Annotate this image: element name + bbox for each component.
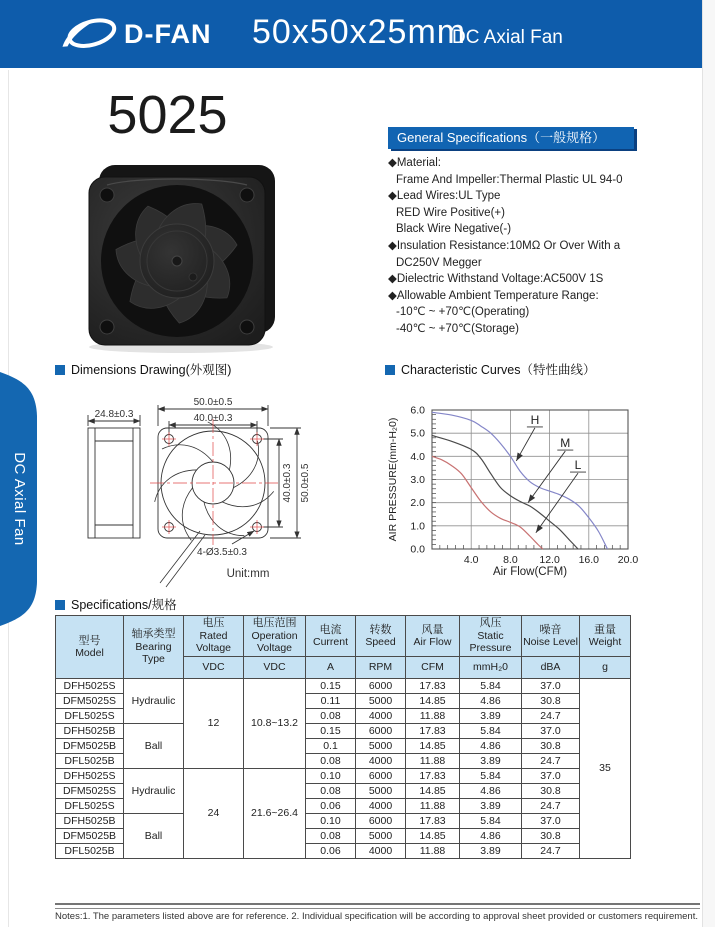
page-subtitle: DC Axial Fan [452, 27, 563, 48]
cell-current: 0.06 [306, 799, 356, 814]
dim-hole-pitch-width-label: 40.0±0.3 [193, 413, 233, 424]
cell-speed: 6000 [356, 679, 406, 694]
spec-line: DC250V Megger [396, 256, 482, 269]
cell-model: DFH5025B [56, 814, 124, 829]
cell-pressure: 3.89 [460, 844, 522, 859]
col-header-weight: 重量 Weight [580, 616, 631, 657]
svg-text:12.0: 12.0 [539, 554, 560, 566]
cell-model: DFH5025S [56, 679, 124, 694]
cell-current: 0.08 [306, 829, 356, 844]
svg-text:8.0: 8.0 [503, 554, 518, 566]
svg-text:4.0: 4.0 [410, 450, 425, 463]
footer-notes: Notes:1. The parameters listed above are for reference. 2. Individual specification will be according to approval sheet provided or customers requirement. [55, 911, 698, 922]
svg-text:3.0: 3.0 [410, 474, 425, 486]
cell-pressure: 3.89 [460, 709, 522, 724]
cell-airflow: 17.83 [406, 814, 460, 829]
unit-cell: g [580, 657, 631, 679]
cell-airflow: 17.83 [406, 724, 460, 739]
cell-model: DFL5025B [56, 754, 124, 769]
cell-bearing: Hydraulic [124, 769, 184, 814]
cell-current: 0.15 [306, 679, 356, 694]
cell-model: DFL5025S [56, 709, 124, 724]
cell-model: DFH5025B [56, 724, 124, 739]
general-specs-list [388, 155, 698, 338]
svg-text:AIR PRESSURE(mm-H₂0): AIR PRESSURE(mm-H₂0) [387, 417, 399, 542]
svg-text:Air Flow(CFM): Air Flow(CFM) [492, 566, 568, 578]
cell-noise: 30.8 [522, 829, 580, 844]
unit-cell: VDC [244, 657, 306, 679]
cell-noise: 30.8 [522, 784, 580, 799]
general-specs-title-bar: General Specifications（一般规格） [388, 127, 634, 149]
unit-cell: A [306, 657, 356, 679]
col-header-operation-voltage: 电压范围 Operation Voltage [244, 616, 306, 657]
svg-text:20.0: 20.0 [617, 554, 639, 566]
spec-line: Black Wire Negative(-) [396, 223, 512, 236]
cell-operation-voltage: 10.8~13.2 [244, 679, 306, 769]
cell-speed: 5000 [356, 694, 406, 709]
svg-text:16.0: 16.0 [578, 554, 600, 566]
cell-noise: 37.0 [522, 679, 580, 694]
col-header-bearing: 轴承类型 Bearing Type [124, 616, 184, 679]
cell-speed: 5000 [356, 829, 406, 844]
spec-line: ◆Dielectric Withstand Voltage:AC500V 1S [388, 273, 604, 286]
svg-text:5.0: 5.0 [410, 427, 425, 440]
cell-pressure: 4.86 [460, 829, 522, 844]
cell-airflow: 14.85 [406, 694, 460, 709]
cell-noise: 24.7 [522, 844, 580, 859]
cell-bearing: Ball [124, 724, 184, 769]
cell-pressure: 4.86 [460, 739, 522, 754]
cell-pressure: 5.84 [460, 679, 522, 694]
curves-section-title: Characteristic Curves（特性曲线） [385, 360, 595, 378]
section-square-icon [55, 365, 65, 375]
cell-noise: 24.7 [522, 754, 580, 769]
dim-unit-label: Unit:mm [226, 568, 270, 580]
section-square-icon [385, 365, 395, 375]
footer-divider [55, 903, 700, 909]
unit-cell: mmH₂0 [460, 657, 522, 679]
col-header-model: 型号 Model [56, 616, 124, 679]
svg-text:0.0: 0.0 [410, 543, 425, 556]
cell-speed: 4000 [356, 799, 406, 814]
cell-model: DFL5025S [56, 799, 124, 814]
svg-text:2.0: 2.0 [410, 497, 425, 510]
cell-airflow: 14.85 [406, 739, 460, 754]
cell-model: DFM5025B [56, 739, 124, 754]
cell-speed: 4000 [356, 754, 406, 769]
spec-line: Frame And Impeller:Thermal Plastic UL 94-0 [396, 173, 623, 186]
spec-line: ◆Insulation Resistance:10MΩ Or Over With a [388, 239, 621, 252]
table-row [56, 679, 631, 694]
cell-bearing: Hydraulic [124, 679, 184, 724]
unit-cell: CFM [406, 657, 460, 679]
dim-mounting-holes-label: 4-Ø3.5±0.3 [197, 547, 247, 558]
col-header-pressure: 风压 Static Pressure [460, 616, 522, 657]
cell-model: DFH5025S [56, 769, 124, 784]
unit-cell: VDC [184, 657, 244, 679]
specifications-section-title: Specifications/规格 [55, 595, 177, 613]
table-row [56, 814, 631, 829]
cell-speed: 6000 [356, 724, 406, 739]
cell-pressure: 3.89 [460, 754, 522, 769]
dim-outer-height-label: 50.0±0.5 [300, 463, 311, 503]
cell-pressure: 3.89 [460, 799, 522, 814]
cell-airflow: 17.83 [406, 679, 460, 694]
specifications-table [55, 615, 631, 859]
dim-depth-label: 24.8±0.3 [94, 409, 134, 420]
cell-current: 0.10 [306, 769, 356, 784]
spec-line: ◆Lead Wires:UL Type [388, 190, 501, 203]
col-header-noise: 噪音 Noise Level [522, 616, 580, 657]
cell-speed: 4000 [356, 844, 406, 859]
spec-line: -40℃ ~ +70℃(Storage) [396, 322, 520, 335]
cell-pressure: 4.86 [460, 694, 522, 709]
cell-noise: 30.8 [522, 739, 580, 754]
col-header-current: 电流 Current [306, 616, 356, 657]
cell-noise: 37.0 [522, 724, 580, 739]
dim-outer-width-label: 50.0±0.5 [193, 397, 233, 408]
table-row [56, 769, 631, 784]
cell-speed: 6000 [356, 769, 406, 784]
cell-current: 0.1 [306, 739, 356, 754]
cell-airflow: 14.85 [406, 784, 460, 799]
cell-airflow: 17.83 [406, 769, 460, 784]
cell-current: 0.15 [306, 724, 356, 739]
sidebar-tab [0, 368, 42, 630]
cell-noise: 30.8 [522, 694, 580, 709]
col-header-speed: 转数 Speed [356, 616, 406, 657]
unit-cell: RPM [356, 657, 406, 679]
cell-model: DFM5025B [56, 829, 124, 844]
cell-noise: 24.7 [522, 799, 580, 814]
dimensions-section-title: Dimensions Drawing(外观图) [55, 360, 231, 378]
section-square-icon [55, 600, 65, 610]
cell-airflow: 11.88 [406, 754, 460, 769]
svg-text:M: M [560, 436, 571, 451]
cell-speed: 4000 [356, 709, 406, 724]
spec-line: -10℃ ~ +70℃(Operating) [396, 306, 530, 319]
cell-noise: 37.0 [522, 814, 580, 829]
cell-model: DFM5025S [56, 694, 124, 709]
cell-bearing: Ball [124, 814, 184, 859]
cell-rated-voltage: 12 [184, 679, 244, 769]
unit-cell: dBA [522, 657, 580, 679]
cell-current: 0.11 [306, 694, 356, 709]
cell-current: 0.06 [306, 844, 356, 859]
svg-text:H: H [530, 412, 540, 427]
cell-model: DFM5025S [56, 784, 124, 799]
cell-airflow: 11.88 [406, 709, 460, 724]
cell-pressure: 5.84 [460, 724, 522, 739]
svg-text:4.0: 4.0 [463, 554, 479, 566]
header-bar [0, 0, 702, 68]
cell-pressure: 4.86 [460, 784, 522, 799]
cell-current: 0.08 [306, 784, 356, 799]
spec-line: ◆Allowable Ambient Temperature Range: [388, 289, 599, 302]
spec-line: ◆Material: [388, 157, 441, 169]
svg-text:6.0: 6.0 [410, 404, 425, 417]
cell-weight: 35 [580, 679, 631, 859]
cell-airflow: 14.85 [406, 829, 460, 844]
brand-swoosh-icon [58, 13, 120, 55]
spec-line: RED Wire Positive(+) [396, 206, 505, 219]
svg-text:1.0: 1.0 [410, 520, 425, 533]
sidebar-label: DC Axial Fan [11, 452, 28, 546]
svg-text:L: L [574, 458, 582, 473]
cell-pressure: 5.84 [460, 769, 522, 784]
cell-speed: 5000 [356, 739, 406, 754]
cell-airflow: 11.88 [406, 799, 460, 814]
col-header-rated-voltage: 电压 Rated Voltage [184, 616, 244, 657]
cell-airflow: 11.88 [406, 844, 460, 859]
table-row [56, 724, 631, 739]
cell-noise: 37.0 [522, 769, 580, 784]
cell-current: 0.10 [306, 814, 356, 829]
cell-noise: 24.7 [522, 709, 580, 724]
fan-product-image [65, 145, 300, 355]
cell-current: 0.08 [306, 754, 356, 769]
dimensions-drawing [50, 385, 370, 590]
cell-pressure: 5.84 [460, 814, 522, 829]
cell-speed: 5000 [356, 784, 406, 799]
brand-name: D-FAN [124, 19, 212, 49]
col-header-airflow: 风量 Air Flow [406, 616, 460, 657]
cell-speed: 6000 [356, 814, 406, 829]
product-model-title: 5025 [107, 85, 228, 145]
cell-current: 0.08 [306, 709, 356, 724]
cell-operation-voltage: 21.6~26.4 [244, 769, 306, 859]
dim-hole-pitch-height-label: 40.0±0.3 [282, 463, 293, 503]
cell-rated-voltage: 24 [184, 769, 244, 859]
characteristic-curves-chart [383, 385, 713, 595]
page-title: 50x50x25mm [252, 13, 467, 51]
cell-model: DFL5025B [56, 844, 124, 859]
